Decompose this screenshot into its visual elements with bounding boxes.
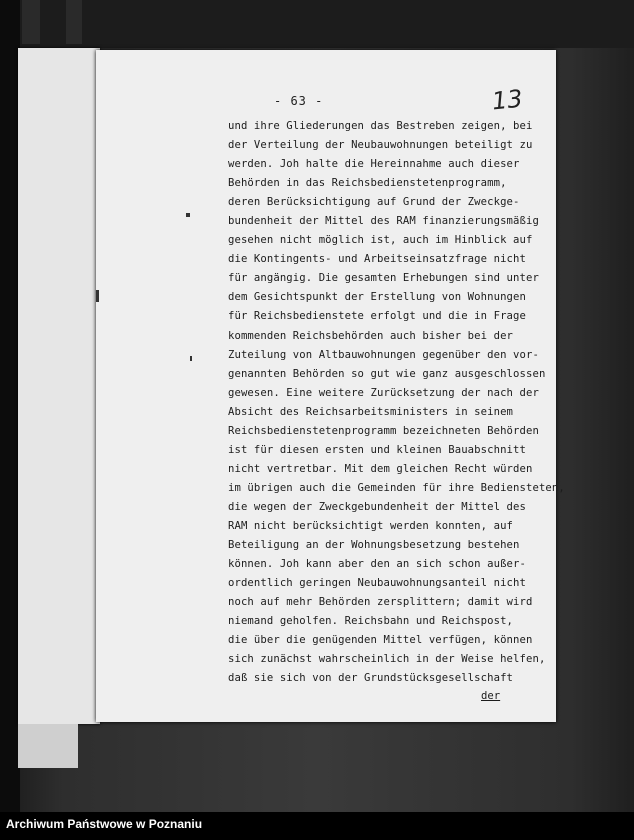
- text-line: noch auf mehr Behörden zersplittern; damit wird: [228, 596, 533, 609]
- text-line: im übrigen auch die Gemeinden für ihre Bediensteten,: [228, 481, 565, 494]
- underlying-page-foot: [18, 724, 78, 768]
- text-line: RAM nicht berücksichtigt werden konnten, auf: [228, 519, 514, 532]
- text-line: Absicht des Reichsarbeitsministers in seinem: [228, 405, 514, 418]
- text-line: dem Gesichtspunkt der Erstellung von Wohnungen: [228, 291, 526, 304]
- text-line: für Reichsbedienstete erfolgt und die in Frage: [228, 310, 526, 323]
- text-line: Zuteilung von Altbauwohnungen gegenüber den vor-: [228, 348, 539, 361]
- text-line: bundenheit der Mittel des RAM finanzierungsmäßig: [228, 215, 539, 228]
- strip-tab: [66, 0, 82, 44]
- scan-left-edge: [0, 0, 20, 812]
- text-line: daß sie sich von der Grundstücksgesellschaft: [228, 672, 514, 685]
- text-line: Beteiligung an der Wohnungsbesetzung bestehen: [228, 539, 520, 552]
- text-line: gesehen nicht möglich ist, auch im Hinblick auf: [228, 234, 533, 247]
- catchword: der: [481, 690, 501, 702]
- page-number: - 63 -: [274, 94, 324, 108]
- text-line: Reichsbedienstetenprogramm bezeichneten Behörden: [228, 424, 539, 437]
- film-strip-top: [0, 0, 634, 48]
- text-line: und ihre Gliederungen das Bestreben zeigen, bei: [228, 120, 533, 132]
- text-line: können. Joh kann aber den an sich schon außer-: [228, 558, 526, 571]
- text-line: der Verteilung der Neubauwohnungen beteiligt zu: [228, 139, 533, 152]
- text-line: Behörden in das Reichsbedienstetenprogramm,: [228, 177, 507, 190]
- folio-number: 13: [490, 84, 524, 116]
- text-line: genannten Behörden so gut wie ganz ausgeschlossen: [228, 367, 546, 380]
- text-line: werden. Joh halte die Hereinnahme auch dieser: [228, 158, 520, 171]
- text-line: die Kontingents- und Arbeitseinsatzfrage nicht: [228, 253, 526, 266]
- text-line: nicht vertretbar. Mit dem gleichen Recht würden: [228, 462, 533, 475]
- text-line: niemand geholfen. Reichsbahn und Reichspost,: [228, 615, 514, 628]
- text-line: deren Berücksichtigung auf Grund der Zweckge-: [228, 196, 520, 209]
- archive-name: Archiwum Państwowe w Poznaniu: [6, 817, 203, 831]
- margin-mark: [186, 213, 190, 217]
- page-edge-mark: [96, 290, 99, 302]
- text-line: kommenden Reichsbehörden auch bisher bei der: [228, 329, 514, 342]
- text-line: ordentlich geringen Neubauwohnungsanteil nicht: [228, 577, 526, 590]
- text-line: die wegen der Zweckgebundenheit der Mittel des: [228, 500, 526, 513]
- text-line: sich zunächst wahrscheinlich in der Weise helfen,: [228, 653, 546, 666]
- text-line: ist für diesen ersten und kleinen Bauabschnitt: [228, 443, 526, 456]
- text-line: die über die genügenden Mittel verfügen, können: [228, 634, 533, 647]
- underlying-page: [18, 48, 100, 724]
- typewritten-body: [228, 117, 565, 688]
- text-line: für angängig. Die gesamten Erhebungen sind unter: [228, 272, 539, 285]
- strip-tab: [22, 0, 40, 44]
- margin-mark: [190, 356, 192, 361]
- text-line: gewesen. Eine weitere Zurücksetzung der nach der: [228, 386, 539, 399]
